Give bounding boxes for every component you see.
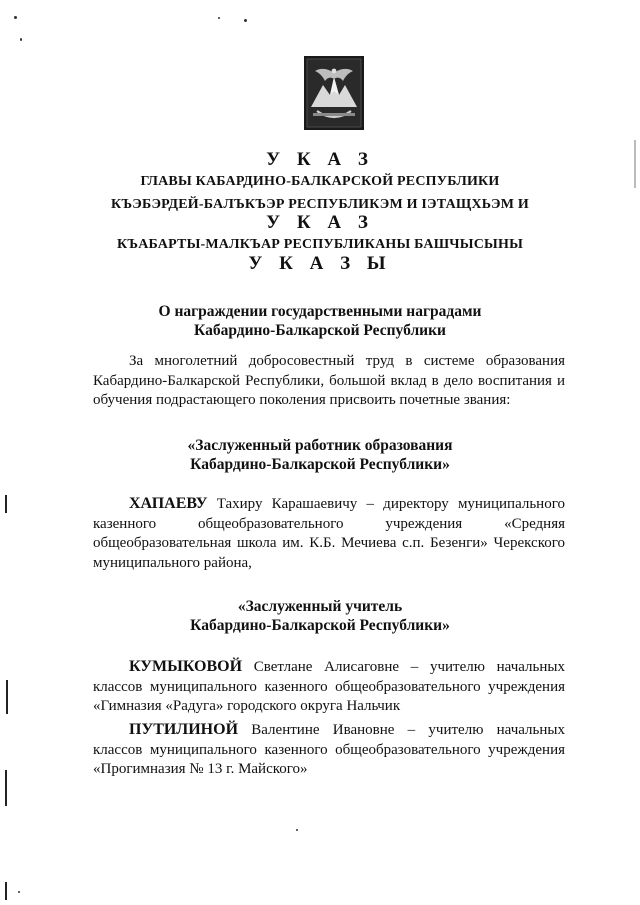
award-2-line-1: «Заслуженный учитель <box>237 598 403 615</box>
scan-speck <box>296 829 298 831</box>
recipient-details: Валентине Ивановне – учителю начальных классов муниципального казенного общеобразовательного учреждения «Прогимназия № 13 г. Майского» <box>93 722 565 777</box>
award-2-line-2: Кабардино-Балкарской Республики» <box>190 617 450 634</box>
scan-edge-mark <box>5 882 7 900</box>
scan-speck <box>244 19 247 22</box>
recipient-details: Светлане Алисаговне – учителю начальных классов муниципального казенного общеобразовательного учреждения «Гимназия «Радуга» городского округа Нальчик <box>93 659 565 714</box>
recipient-paragraph <box>93 494 565 573</box>
decree-subject <box>0 302 640 340</box>
intro-paragraph: За многолетний добросовестный труд в системе образования Кабардино-Балкарской Республики, большой вклад в дело воспитания и обучения подрастающего поколения присвоить почетные звания: <box>93 353 565 408</box>
coat-of-arms-emblem <box>303 55 365 131</box>
decree-issuer-balkar: КЪАБАРТЫ-МАЛКЪАР РЕСПУБЛИКАНЫ БАШЧЫСЫНЫ <box>116 237 524 252</box>
decree-issuer-kabardian: КЪЭБЭРДЕЙ-БАЛЪКЪЭР РЕСПУБЛИКЭМ И IЭТАЩХЬЭМ И <box>111 197 529 212</box>
award-1-line-2: Кабардино-Балкарской Республики» <box>190 456 450 473</box>
recipient-surname: ПУТИЛИНОЙ <box>129 721 239 738</box>
scan-speck <box>218 17 220 19</box>
subject-line-1: О награждении государственными наградами <box>158 303 482 320</box>
scan-edge-mark <box>5 495 7 513</box>
decree-heading-kabardian: У К А З <box>266 212 374 233</box>
recipient-surname: ХАПАЕВУ <box>129 495 208 512</box>
subject-line-2: Кабардино-Балкарской Республики <box>194 322 446 339</box>
scan-speck <box>18 891 20 893</box>
decree-heading: У К А З <box>266 149 374 170</box>
decree-issuer-russian: ГЛАВЫ КАБАРДИНО-БАЛКАРСКОЙ РЕСПУБЛИКИ <box>140 174 500 189</box>
award-title-1 <box>0 436 640 474</box>
decree-heading-balkar: У К А З Ы <box>248 253 392 274</box>
scan-speck <box>14 16 17 19</box>
recipient-paragraph <box>93 720 565 780</box>
award-1-line-1: «Заслуженный работник образования <box>187 437 453 454</box>
recipient-paragraph <box>93 657 565 717</box>
scan-speck <box>20 38 22 41</box>
scan-edge-mark <box>634 140 636 188</box>
scan-edge-mark <box>5 770 7 806</box>
recipient-surname: КУМЫКОВОЙ <box>129 658 243 675</box>
scan-edge-mark <box>6 680 8 714</box>
award-title-2 <box>0 597 640 635</box>
recipient-details: Тахиру Карашаевичу – директору муниципального казенного общеобразовательного учреждения «Средняя общеобразовательная школа им. К.Б. Мечиева с.п. Безенги» Черекского муниципального района, <box>93 496 565 571</box>
